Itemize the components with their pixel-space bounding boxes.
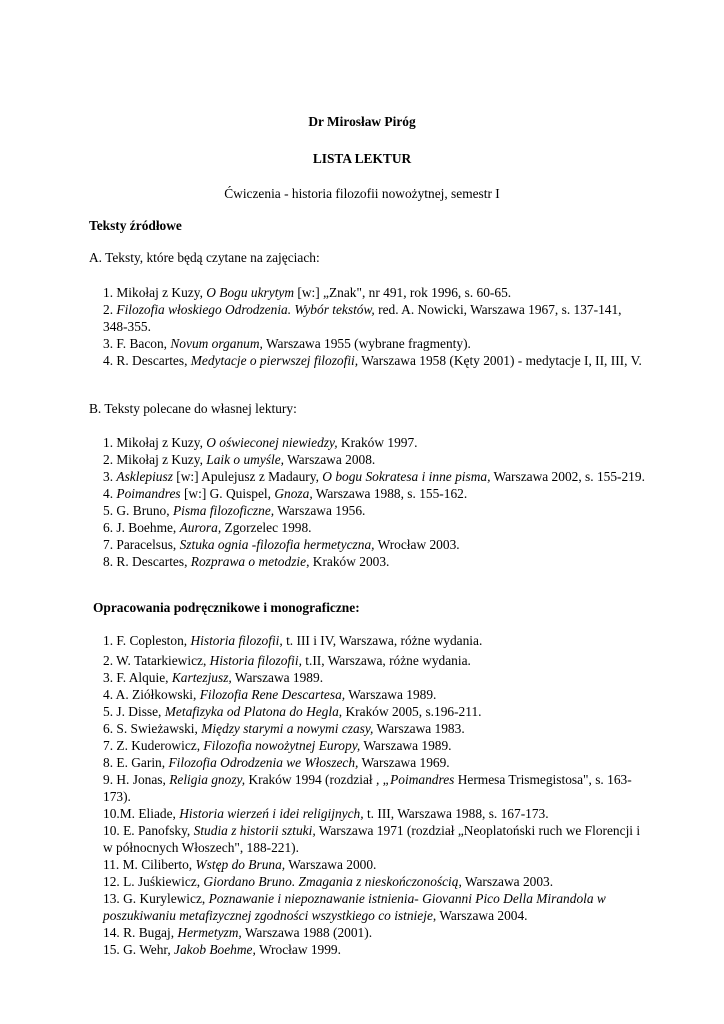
- list-item: 3. F. Alquie, Kartezjusz, Warszawa 1989.: [103, 670, 324, 685]
- list-item: 9. H. Jonas, Religia gnozy, Kraków 1994 (rozdział , „Poimandres Hermesa Trismegistosa", s. 163-173).: [103, 772, 632, 804]
- studies-list: [103, 632, 648, 958]
- list-item: 5. J. Disse, Metafizyka od Platona do Hegla, Kraków 2005, s.196-211.: [103, 704, 482, 719]
- part-a-list: [103, 284, 648, 369]
- list-item: 7. Z. Kuderowicz, Filozofia nowożytnej Europy, Warszawa 1989.: [103, 738, 452, 753]
- list-item: 7. Paracelsus, Sztuka ognia -filozofia hermetyczna, Wrocław 2003.: [103, 537, 460, 552]
- list-item: 8. E. Garin, Filozofia Odrodzenia we Włoszech, Warszawa 1969.: [103, 755, 450, 770]
- list-item: 2. W. Tatarkiewicz, Historia filozofii, t.II, Warszawa, różne wydania.: [103, 653, 471, 668]
- part-b-label: B. Teksty polecane do własnej lektury:: [89, 401, 297, 416]
- list-item: 8. R. Descartes, Rozprawa o metodzie, Kraków 2003.: [103, 554, 390, 569]
- studies-heading: Opracowania podręcznikowe i monograficzne:: [93, 600, 360, 615]
- list-item: 1. Mikołaj z Kuzy, O Bogu ukrytym [w:] „Znak", nr 491, rok 1996, s. 60-65.: [103, 285, 512, 300]
- list-item: 4. A. Ziółkowski, Filozofia Rene Descartesa, Warszawa 1989.: [103, 687, 437, 702]
- list-item: 4. R. Descartes, Medytacje o pierwszej filozofii, Warszawa 1958 (Kęty 2001) - medytacje I, II, III, V.: [103, 353, 642, 368]
- list-item: 10. E. Panofsky, Studia z historii sztuki, Warszawa 1971 (rozdział „Neoplatoński ruch we Florencji i w północnych Włoszech", 188-221).: [103, 823, 641, 855]
- list-item: 11. M. Ciliberto, Wstęp do Bruna, Warszawa 2000.: [103, 857, 377, 872]
- sources-heading: Teksty źródłowe: [89, 218, 182, 233]
- list-item: 14. R. Bugaj, Hermetyzm, Warszawa 1988 (2001).: [103, 925, 373, 940]
- list-item: 1. Mikołaj z Kuzy, O oświeconej niewiedzy, Kraków 1997.: [103, 435, 418, 450]
- list-item: 1. F. Copleston, Historia filozofii, t. III i IV, Warszawa, różne wydania.: [103, 633, 483, 648]
- list-item: 12. L. Juśkiewicz, Giordano Bruno. Zmagania z nieskończonością, Warszawa 2003.: [103, 874, 554, 889]
- list-item: 6. S. Swieżawski, Między starymi a nowymi czasy, Warszawa 1983.: [103, 721, 465, 736]
- document-title: LISTA LEKTUR: [312, 151, 412, 166]
- list-item: 13. G. Kurylewicz, Poznawanie i niepoznawanie istnienia- Giovanni Pico Della Mirandola w poszukiwaniu metafizycznej zgodności wszystkiego co istnieje, Warszawa 2004.: [103, 891, 606, 923]
- author-name: Dr Mirosław Piróg: [308, 114, 416, 129]
- list-item: 6. J. Boehme, Aurora, Zgorzelec 1998.: [103, 520, 312, 535]
- list-item: 2. Mikołaj z Kuzy, Laik o umyśle, Warszawa 2008.: [103, 452, 376, 467]
- list-item: 5. G. Bruno, Pisma filozoficzne, Warszawa 1956.: [103, 503, 366, 518]
- part-b-list: [103, 434, 648, 570]
- list-item: 4. Poimandres [w:] G. Quispel, Gnoza, Warszawa 1988, s. 155-162.: [103, 486, 468, 501]
- list-item: 10.M. Eliade, Historia wierzeń i idei religijnych, t. III, Warszawa 1988, s. 167-173.: [103, 806, 549, 821]
- list-item: 15. G. Wehr, Jakob Boehme, Wrocław 1999.: [103, 942, 341, 957]
- document-subtitle: Ćwiczenia - historia filozofii nowożytnej, semestr I: [224, 186, 500, 201]
- list-item: 2. Filozofia włoskiego Odrodzenia. Wybór tekstów, red. A. Nowicki, Warszawa 1967, s. 137-141, 348-355.: [103, 302, 622, 334]
- part-a-label: A. Teksty, które będą czytane na zajęciach:: [89, 250, 320, 265]
- list-item: 3. Asklepiusz [w:] Apulejusz z Madaury, O bogu Sokratesa i inne pisma, Warszawa 2002, s. 155-219.: [103, 469, 645, 484]
- list-item: 3. F. Bacon, Novum organum, Warszawa 1955 (wybrane fragmenty).: [103, 336, 471, 351]
